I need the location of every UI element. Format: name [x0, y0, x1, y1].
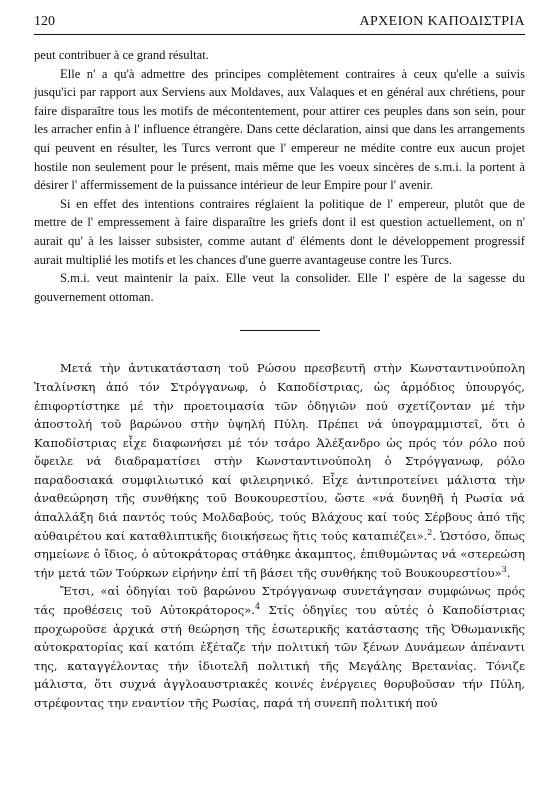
paragraph: S.m.i. veut maintenir la paix. Elle veut la consolider. Elle l' espère de la sagesse du gouvernement ottoman. [34, 271, 525, 304]
page-header [34, 14, 525, 35]
french-text [34, 46, 525, 306]
text-run: Στίς ὁδηγίες του αὐτές ὁ Καποδίστριας προχωροῦσε ἀρχικά στή θεώρηση τῆς ἐσωτερικῆς κατάστασης τῆς Ὀθωμανικῆς αὐτοκρατορίας καί κατόπι ἐξέταζε τήν πολιτική τῶν ξένων Δυνάμεων ἀπέναντι της, καταγγέλοντας τήν ἰδιοτελῆ πολιτική τῆς Μεγάλης Βρετανίας. Τόνιζε μάλιστα, ὅτι συχνά ἀγγλοαυστριακές κοινές ἐνέργειες θορυβοῦσαν τήν Πύλη, στρέφοντας την εναντίον τῆς Ρωσίας, παρά τή συνεπῆ πολιτική πού [34, 603, 525, 710]
paragraph: Si en effet des intentions contraires réglaient la politique de l' empereur, plutôt que de mettre de l' empressement à faire disparaître les griefs dont il est question actuellement, on n' aurait qu' à les laisser subsister, comme autant d' éléments dont le développement progressif aurait multiplié les motifs et les chances d'une guerre avantageuse contre les Turcs. [34, 196, 525, 267]
section-divider [240, 330, 320, 331]
text-run: . [506, 565, 511, 580]
paragraph: Elle n' a qu'à admettre des principes complètement contraires à ceux qu'elle a suivis jusqu'ici par rapport aux Serviens aux Moldaves, aux Valaques et en général aux chrétiens, pour faire disparaître tous les motifs de mécontentement, pour attirer ces peuples dans son sein, pour les arracher enfin à l' influence étrangère. Dans cette déclaration, ainsi que dans les arrangements qui peuvent en résulter, les Turcs verront que l' empereur ne médite contre eux aucun projet hostile non seulement pour le présent, mais même que les voeux sincères de s.m.i. la portent à désirer l' affermissement de la puissance intérieur de leur Empire pour l' avenir. [34, 66, 525, 193]
page-number: 120 [34, 14, 55, 29]
paragraph [34, 582, 525, 712]
paragraph [34, 359, 525, 582]
greek-text [34, 359, 525, 712]
paragraph: peut contribuer à ce grand résultat. [34, 48, 209, 62]
text-run: Μετά τὴν ἀντικατάσταση τοῦ Ρώσου πρεσβευτῆ στὴν Κωνσταντινούπολη Ἰταλίνσκη ἀπό τόν Στρόγγανωφ, ὁ Καποδίστριας, ὡς ἁρμόδιος ὑπουργός, ἐπιφορτίστηκε μέ τὴν προετοιμασία τῶν ὁδηγιῶν πού σχετίζονταν μέ τὴν ἀποστολή τοῦ βαρώνου στὴν ὑψηλή Πύλη. Πρέπει νά ὑπογραμμιστεῖ, ὅτι ὁ Καποδίστριας εἶχε διαφωνήσει μέ τόν τσάρο Ἀλέξανδρο ὡς πρός τόν ρόλο πού ὄφειλε νά διαδραματίσει στὴν Κωνσταντινούπολη ὁ Στρόγγανωφ, ρόλο παραδοσιακά συμφιλιωτικό καί φιλειρηνικό. Εἶχε ἀντιπροτείνει μάλιστα τὴν ἀναθεώρηση τῆς συνθήκης τοῦ Βουκουρεστίου, ὥστε «νά δυνηθῆ ἡ Ρωσία νά ἀπαλλάξη διά παντός τούς Μολδαβούς, τούς Βλάχους καί τούς Σέρβους ἀπό τῆς αὐθαιρέτου καί καταθλιπτικῆς διοικήσεως ἥτις τούς καταπιέζει». [34, 361, 525, 543]
footnote-ref: 3 [501, 564, 507, 574]
text-run: Ἔτσι, «αἱ ὁδηγίαι τοῦ βαρώνου Στρόγγανωφ συνετάγησαν συμφώνως πρός τάς προθέσεις τοῦ Αὐτοκράτορος». [34, 584, 525, 618]
footnote-ref: 4 [254, 602, 261, 612]
page-body [34, 46, 525, 713]
footnote-ref: 2 [427, 527, 433, 537]
text-run: . Ὡστόσο, ὅπως σημείωνε ὁ ἴδιος, ὁ αὐτοκράτορας στάθηκε ἀκαμπτος, ἐπιθυμώντας νά «στερεώση τήν μετά τῶν Τούρκων εἰρήνην ἐπί τῆ βάσει τῆς συνθήκης τοῦ Βουκουρεστίου» [34, 528, 525, 580]
running-title: ΑΡΧΕΙΟΝ ΚΑΠΟΔΙΣΤΡΙΑ [359, 14, 525, 29]
